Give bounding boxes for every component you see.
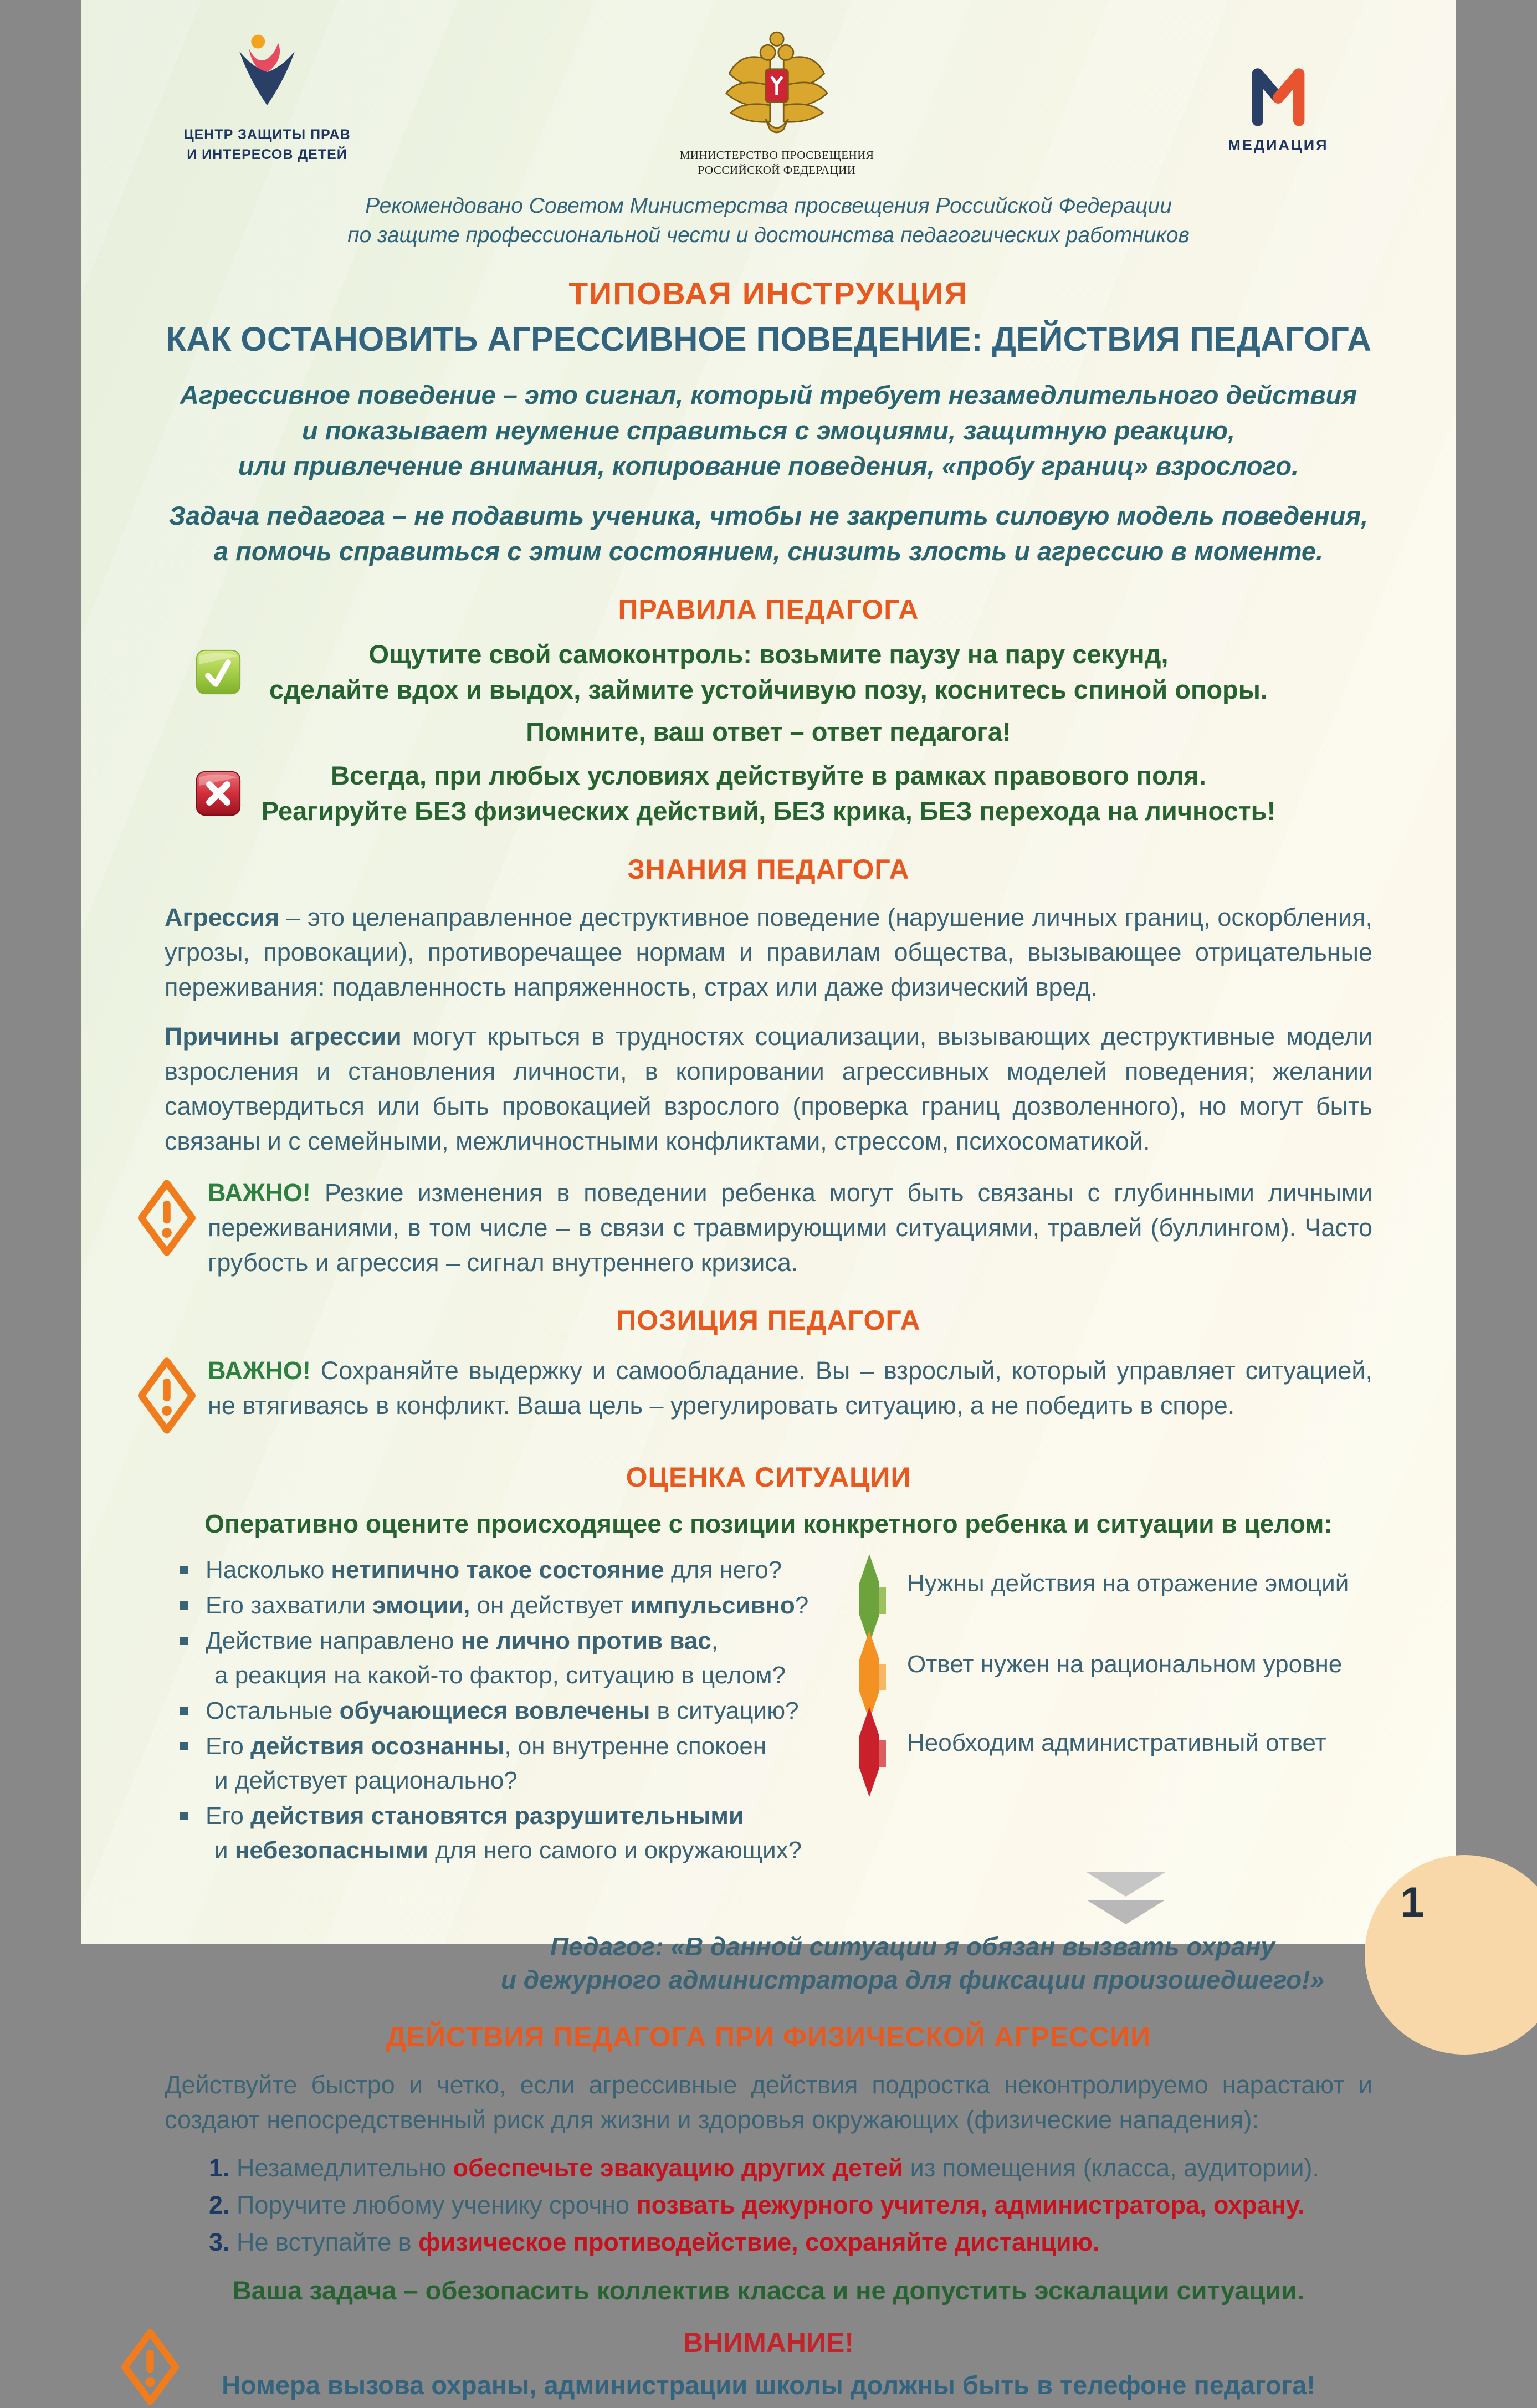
aggressive-behavior-definition	[81, 377, 1456, 484]
action-step-3-number: 3.	[209, 2228, 230, 2256]
question-4: Остальные обучающиеся вовлечены в ситуацию?	[206, 1697, 799, 1724]
assessment-intro: Оперативно оцените происходящее с позиции конкретного ребенка и ситуации в целом:	[204, 1509, 1333, 1538]
teacher-task-summary: Ваша задача – обезопасить коллектив класса и не допустить эскалации ситуации.	[232, 2276, 1305, 2305]
attention-block	[165, 2327, 1372, 2400]
mediation-caption: МЕДИАЦИЯ	[1228, 137, 1329, 153]
rule-remember-text: Помните, ваш ответ – ответ педагога!	[526, 717, 1011, 746]
actions-intro-paragraph: Действуйте быстро и четко, если агрессивные действия подростка неконтролируемо нарастают и создают непосредственный риск для жизни и здоровья окружающих (физические нападения):	[165, 2071, 1372, 2134]
section-heading-rules: ПРАВИЛА ПЕДАГОГА	[618, 594, 919, 625]
section-heading-position: ПОЗИЦИЯ ПЕДАГОГА	[616, 1305, 921, 1336]
left-logo-caption-line1: ЦЕНТР ЗАЩИТЫ ПРАВ	[183, 127, 351, 142]
important-note-2	[138, 1353, 1372, 1437]
teacher-quote-line1: Педагог: «В данной ситуации я обязан вызвать охрану	[550, 1932, 1275, 1961]
intro-p1-line1: Агрессивное поведение – это сигнал, который требует незамедлительного действия	[180, 380, 1357, 409]
page-title: КАК ОСТАНОВИТЬ АГРЕССИВНОЕ ПОВЕДЕНИЕ: ДЕЙСТВИЯ ПЕДАГОГА	[165, 320, 1372, 358]
intro-p1-line3: или привлечение внимания, копирование поведения, «пробу границ» взрослого.	[238, 451, 1299, 480]
intro-p2-line1: Задача педагога – не подавить ученика, чтобы не закрепить силовую модель поведения,	[168, 501, 1369, 530]
rule-do-text	[165, 637, 1372, 708]
question-6-line1: Его действия становятся разрушительными	[206, 1802, 744, 1830]
action-step-1-text: Незамедлительно обеспечьте эвакуацию других детей из помещения (класса, аудитории).	[229, 2154, 1320, 2182]
question-5-line1: Его действия осознанны, он внутренне спокоен	[206, 1733, 767, 1760]
assessment-grid	[165, 1553, 1372, 1869]
rule-dont-line1: Всегда, при любых условиях действуйте в рамках правового поля.	[331, 761, 1206, 790]
double-chevron-down-icon	[1084, 1872, 1167, 1925]
children-rights-center-logo	[176, 33, 358, 165]
left-logo-caption	[176, 125, 358, 165]
section-heading-actions: ДЕЙСТВИЯ ПЕДАГОГА ПРИ ФИЗИЧЕСКОЙ АГРЕССИИ	[386, 2021, 1151, 2052]
teacher-task-definition	[81, 498, 1456, 569]
ministry-caption-line1: МИНИСТЕРСТВО ПРОСВЕЩЕНИЯ	[679, 148, 874, 162]
check-icon	[195, 649, 242, 695]
recommendation-line1: Рекомендовано Советом Министерства просвещения Российской Федерации	[365, 194, 1172, 218]
warning-exclamation-diamond-icon	[138, 1353, 199, 1437]
ministry-caption-line2: РОССИЙСКОЙ ФЕДЕРАЦИИ	[698, 163, 856, 177]
page-number: 1	[1400, 1879, 1425, 1926]
teacher-quote-line2: и дежурного администратора для фиксации произошедшего!»	[500, 1965, 1325, 1994]
warning-exclamation-diamond-icon	[121, 2329, 179, 2405]
action-step-3-text: Не вступайте в физическое противодействие, сохраняйте дистанцию.	[229, 2228, 1100, 2256]
assessment-question	[165, 1799, 852, 1868]
label-administrative-response: Необходим административный ответ	[907, 1729, 1326, 1756]
assessment-question	[165, 1624, 852, 1693]
action-step-1-number: 1.	[209, 2154, 230, 2182]
rule-dont-line2: Реагируйте БЕЗ физических действий, БЕЗ крика, БЕЗ перехода на личность!	[261, 796, 1276, 826]
section-heading-assessment: ОЦЕНКА СИТУАЦИИ	[626, 1462, 911, 1493]
action-step-2-number: 2.	[209, 2191, 230, 2219]
question-3-line2: а реакция на какой-то фактор, ситуацию в целом?	[214, 1662, 786, 1689]
action-step-2	[209, 2187, 1372, 2222]
rule-do-line2: сделайте вдох и выдох, займите устойчивую позу, коснитесь спиной опоры.	[269, 675, 1268, 704]
assessment-question	[165, 1729, 852, 1798]
important-note-1	[138, 1175, 1372, 1280]
action-step-2-text: Поручите любому ученику срочно позвать дежурного учителя, администратора, охрану.	[229, 2191, 1305, 2219]
recommendation-line2: по защите профессиональной чести и достоинства педагогических работников	[347, 223, 1190, 247]
priority-arrows-icon	[852, 1553, 890, 1869]
actions-numbered-list	[165, 2150, 1372, 2260]
action-step-3	[209, 2225, 1372, 2260]
instruction-poster	[81, 0, 1456, 2400]
aggression-causes-paragraph: Причины агрессии могут крыться в трудностях социализации, вызывающих деструктивные модели взросления и становления личности, в копировании агрессивных моделей поведения; желании самоутвердиться или быть провокацией взрослого (проверка границ дозволенного), но могут быть связаны и с семейными, межличностными конфликтами, стрессом, психосоматикой.	[165, 1022, 1372, 1155]
warning-exclamation-diamond-icon	[138, 1175, 199, 1259]
label-emotional-response: Нужны действия на отражение эмоций	[907, 1570, 1349, 1597]
intro-p2-line2: а помочь справиться с этим состоянием, снизить злость и агрессию в моменте.	[213, 536, 1324, 566]
mediation-logo	[1195, 33, 1361, 154]
document-type-title: ТИПОВАЯ ИНСТРУКЦИЯ	[568, 276, 969, 311]
ministry-emblem	[680, 30, 874, 178]
important-note-2-text: ВАЖНО! Сохраняйте выдержку и самообладание. Вы – взрослый, который управляет ситуацией, не втягиваясь в конфликт. Ваша цель – урегулировать ситуацию, а не победить в споре.	[208, 1356, 1372, 1420]
rule-do	[81, 637, 1456, 708]
label-rational-response: Ответ нужен на рациональном уровне	[907, 1651, 1343, 1678]
teacher-quote	[403, 1872, 1422, 1996]
recommendation-note	[81, 191, 1456, 250]
cross-icon	[195, 770, 242, 817]
question-6-line2: и небезопасными для него самого и окружающих?	[214, 1837, 802, 1864]
question-1: Насколько нетипично такое состояние для него?	[206, 1556, 782, 1584]
rule-dont-text	[165, 758, 1372, 829]
section-heading-knowledge: ЗНАНИЯ ПЕДАГОГА	[627, 854, 910, 885]
question-5-line2: и действует рационально?	[214, 1767, 518, 1794]
rule-dont	[81, 758, 1456, 829]
assessment-question-list	[165, 1553, 852, 1869]
question-2: Его захватили эмоции, он действует импульсивно?	[206, 1592, 809, 1619]
attention-text: Номера вызова охраны, администрации школы должны быть в телефоне педагога!	[222, 2370, 1315, 2400]
assessment-question	[165, 1694, 852, 1728]
assessment-question	[165, 1589, 852, 1623]
assessment-question	[165, 1553, 852, 1587]
question-3-line1: Действие направлено не лично против вас,	[206, 1627, 718, 1654]
rule-do-line1: Ощутите свой самоконтроль: возьмите паузу на пару секунд,	[368, 639, 1169, 669]
left-logo-caption-line2: И ИНТЕРЕСОВ ДЕТЕЙ	[187, 147, 347, 162]
attention-heading: ВНИМАНИЕ!	[683, 2327, 854, 2358]
header-logos	[81, 0, 1456, 178]
double-headed-eagle-icon	[718, 30, 836, 143]
assessment-response-labels	[890, 1553, 1372, 1869]
intro-p1-line2: и показывает неумение справиться с эмоциями, защитную реакцию,	[301, 416, 1236, 445]
action-step-1	[209, 2150, 1372, 2185]
ministry-caption	[680, 148, 874, 178]
aggression-definition-paragraph: Агрессия – это целенаправленное деструктивное поведение (нарушение личных границ, оскорбления, угрозы, провокации), противоречащее нормам и правилам общества, вызывающее отрицательные переживания: подавленность напряженность, страх или даже физический вред.	[165, 903, 1372, 1001]
mediation-m-icon	[1242, 59, 1315, 126]
intro-definitions	[81, 377, 1456, 569]
important-note-1-text: ВАЖНО! Резкие изменения в поведении ребенка могут быть связаны с глубинными личными переживаниями, в том числе – в связи с травмирующими ситуациями, травлей (буллингом). Часто грубость и агрессия – сигнал внутреннего кризиса.	[208, 1179, 1372, 1277]
heart-hands-icon	[225, 33, 309, 116]
